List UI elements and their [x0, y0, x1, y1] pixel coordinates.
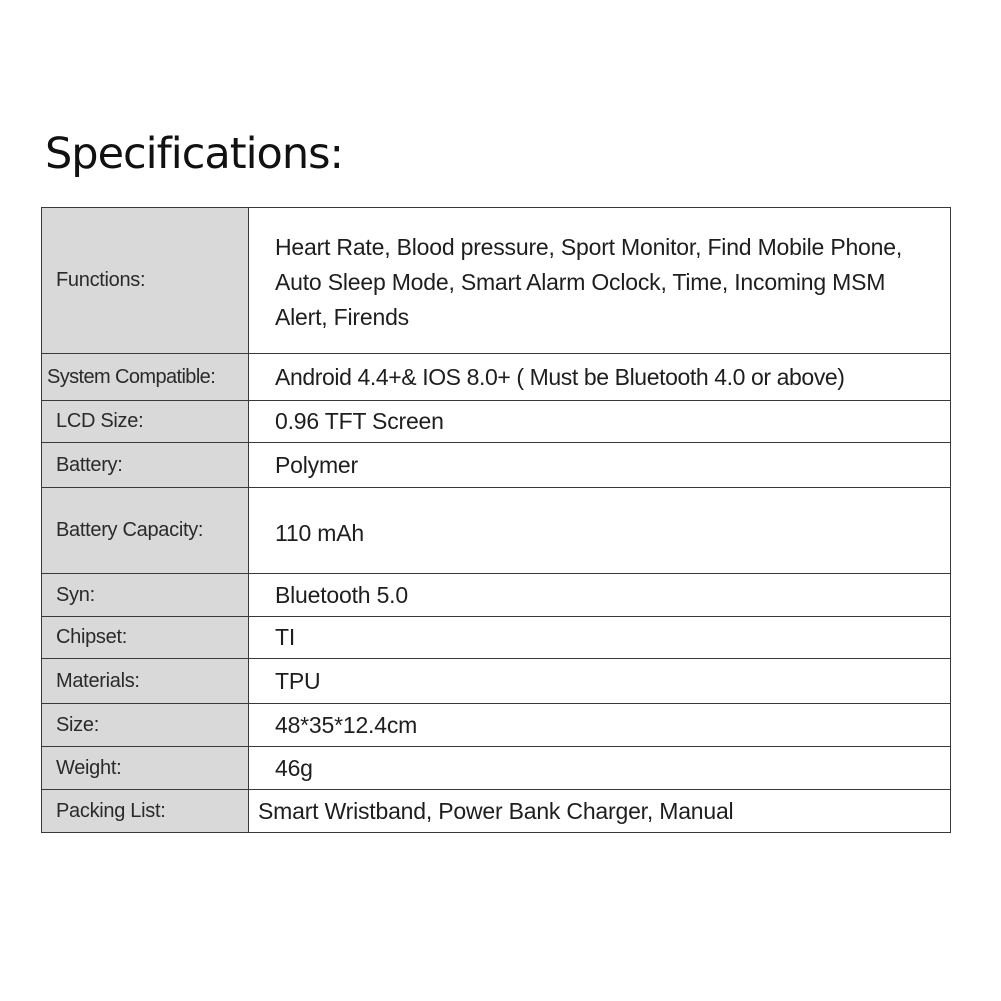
spec-row-packing-list	[42, 790, 951, 833]
spec-row-syn	[42, 574, 951, 617]
specifications-table	[41, 207, 951, 833]
spec-label: Syn:	[42, 574, 249, 617]
spec-value: Smart Wristband, Power Bank Charger, Manual	[249, 790, 951, 833]
spec-row-functions	[42, 208, 951, 354]
spec-row-battery-capacity	[42, 488, 951, 574]
spec-value: TI	[249, 617, 951, 659]
page-title: Specifications:	[45, 129, 343, 179]
spec-value: 48*35*12.4cm	[249, 704, 951, 747]
spec-label: Battery Capacity:	[42, 488, 249, 574]
spec-label: Packing List:	[42, 790, 249, 833]
spec-value: TPU	[249, 659, 951, 704]
spec-row-materials	[42, 659, 951, 704]
spec-value: 46g	[249, 747, 951, 790]
spec-value: Bluetooth 5.0	[249, 574, 951, 617]
spec-label: Materials:	[42, 659, 249, 704]
spec-label: Functions:	[42, 208, 249, 354]
spec-value: 110 mAh	[249, 488, 951, 574]
spec-row-system-compatible	[42, 354, 951, 401]
spec-row-chipset	[42, 617, 951, 659]
spec-label: LCD Size:	[42, 401, 249, 443]
spec-label: Battery:	[42, 443, 249, 488]
spec-value: Heart Rate, Blood pressure, Sport Monitor, Find Mobile Phone, Auto Sleep Mode, Smart Alarm Oclock, Time, Incoming MSM Alert, Firends	[249, 208, 951, 354]
spec-value: Polymer	[249, 443, 951, 488]
spec-row-battery	[42, 443, 951, 488]
spec-value: Android 4.4+& IOS 8.0+ ( Must be Bluetooth 4.0 or above)	[249, 354, 951, 401]
spec-label: System Compatible:	[42, 354, 249, 401]
spec-label: Size:	[42, 704, 249, 747]
spec-value: 0.96 TFT Screen	[249, 401, 951, 443]
spec-row-size	[42, 704, 951, 747]
spec-label: Weight:	[42, 747, 249, 790]
spec-label: Chipset:	[42, 617, 249, 659]
spec-row-lcd-size	[42, 401, 951, 443]
spec-row-weight	[42, 747, 951, 790]
